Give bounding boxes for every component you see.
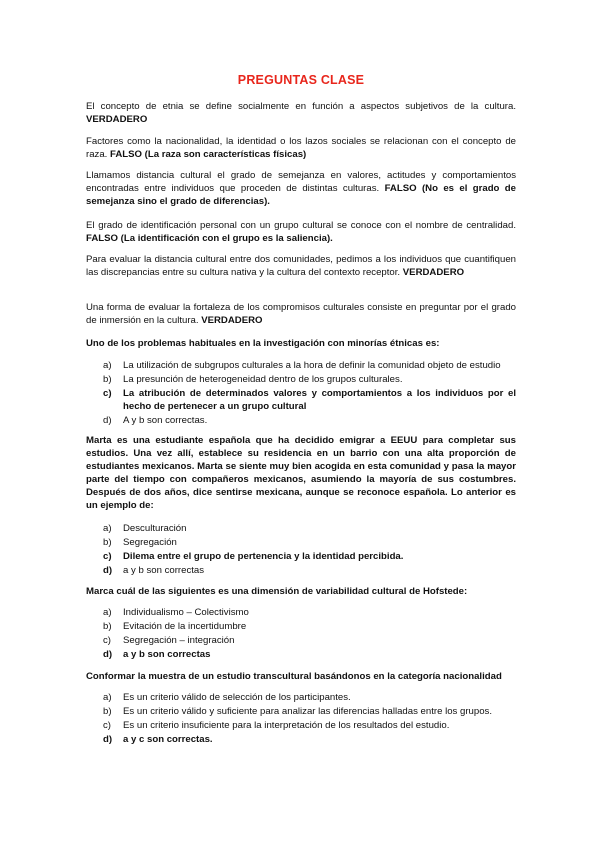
question-3: Marca cuál de las siguientes es una dimensión de variabilidad cultural de Hofstede: bbox=[86, 586, 468, 597]
statement-text: Una forma de evaluar la fortaleza de los compromisos culturales consiste en preguntar por el grado de inmersión en la cultura. bbox=[86, 302, 516, 326]
question-4-option-b bbox=[103, 705, 516, 718]
option-text: a y b son correctas bbox=[123, 649, 211, 660]
option-text: La utilización de subgrupos culturales a la hora de definir la comunidad objeto de estudio bbox=[123, 360, 501, 371]
option-text: Evitación de la incertidumbre bbox=[123, 621, 247, 632]
option-letter: c) bbox=[103, 720, 111, 731]
option-letter: d) bbox=[103, 734, 113, 745]
option-text: Individualismo – Colectivismo bbox=[123, 607, 249, 618]
question-2-option-b bbox=[103, 536, 516, 549]
page-title: PREGUNTAS CLASE bbox=[237, 73, 365, 87]
question-1-option-a bbox=[103, 359, 516, 372]
option-letter: b) bbox=[103, 706, 112, 717]
option-text: Desculturación bbox=[123, 523, 187, 534]
option-letter: b) bbox=[103, 621, 112, 632]
option-text: a y c son correctas. bbox=[123, 734, 213, 745]
statement-text: Para evaluar la distancia cultural entre dos comunidades, pedimos a los individuos que cuantifiquen las discrepancias entre su cultura nativa y la cultura del contexto receptor. bbox=[86, 254, 516, 278]
option-text: A y b son correctas. bbox=[123, 415, 208, 426]
question-1-option-b bbox=[103, 373, 516, 386]
question-3-option-b bbox=[103, 620, 516, 633]
statement-answer: FALSO (La raza son características físicas) bbox=[110, 149, 307, 160]
statement-text: El grado de identificación personal con un grupo cultural se conoce con el nombre de centralidad. bbox=[86, 220, 516, 231]
question-1-option-d bbox=[103, 414, 516, 427]
question-4-option-c bbox=[103, 719, 516, 732]
statement-6 bbox=[86, 301, 516, 327]
statement-answer: VERDADERO bbox=[201, 315, 263, 326]
option-letter: b) bbox=[103, 374, 112, 385]
option-text: Segregación – integración bbox=[123, 635, 235, 646]
option-text: Es un criterio insuficiente para la interpretación de los resultados del estudio. bbox=[123, 720, 450, 731]
option-text: Dilema entre el grupo de pertenencia y la identidad percibida. bbox=[123, 551, 404, 562]
question-2-option-a bbox=[103, 522, 516, 535]
question-3-option-c bbox=[103, 634, 516, 647]
question-1-option-c bbox=[103, 387, 516, 413]
statement-answer: FALSO (No es el grado de semejanza sino el grado de diferencias). bbox=[86, 183, 516, 207]
option-text: La atribución de determinados valores y comportamientos a los individuos por el hecho de pertenecer a un grupo cultural bbox=[123, 388, 516, 412]
option-letter: d) bbox=[103, 565, 113, 576]
question-4-option-d bbox=[103, 733, 516, 746]
question-3-option-d bbox=[103, 648, 516, 661]
question-4-option-a bbox=[103, 691, 516, 704]
statement-answer: VERDADERO bbox=[402, 267, 465, 278]
question-1: Uno de los problemas habituales en la investigación con minorías étnicas es: bbox=[86, 338, 440, 349]
statement-answer: FALSO (La identificación con el grupo es la saliencia). bbox=[86, 233, 333, 244]
question-2-option-d bbox=[103, 564, 516, 577]
option-text: Es un criterio válido y suficiente para analizar las diferencias halladas entre los grupos. bbox=[123, 706, 493, 717]
option-letter: a) bbox=[103, 523, 112, 534]
option-letter: a) bbox=[103, 692, 112, 703]
option-letter: a) bbox=[103, 360, 112, 371]
statement-text: Llamamos distancia cultural el grado de semejanza en valores, actitudes y comportamientos encontradas entre individuos que proceden de distintas culturas. bbox=[86, 170, 516, 194]
question-3-option-a bbox=[103, 606, 516, 619]
option-letter: b) bbox=[103, 537, 112, 548]
option-letter: c) bbox=[103, 551, 112, 562]
option-text: La presunción de heterogeneidad dentro de los grupos culturales. bbox=[123, 374, 403, 385]
option-text: Es un criterio válido de selección de los participantes. bbox=[123, 692, 351, 703]
statement-1 bbox=[86, 100, 516, 126]
question-4: Conformar la muestra de un estudio transcultural basándonos en la categoría nacionalidad bbox=[86, 671, 502, 682]
option-text: a y b son correctas bbox=[123, 565, 205, 576]
statement-4 bbox=[86, 219, 516, 245]
statement-3 bbox=[86, 169, 516, 208]
option-letter: a) bbox=[103, 607, 112, 618]
option-letter: d) bbox=[103, 649, 113, 660]
question-2-option-c bbox=[103, 550, 516, 563]
option-letter: d) bbox=[103, 415, 112, 426]
statement-5 bbox=[86, 253, 516, 279]
option-letter: c) bbox=[103, 388, 112, 399]
option-letter: c) bbox=[103, 635, 111, 646]
statement-2 bbox=[86, 135, 516, 161]
statement-text: Factores como la nacionalidad, la identidad o los lazos sociales se relacionan con el concepto de raza. bbox=[86, 136, 516, 160]
question-2: Marta es una estudiante española que ha decidido emigrar a EEUU para completar sus estudios. Una vez allí, establece su residencia en un barrio con una alta proporción de estudiantes mexicanos. Marta se siente muy bien acogida en esta comunidad y pasa la mayor parte del tiempo con compañeros mexicanos, asumiendo la mayoría de sus costumbres. Después de dos años, dice sentirse mexicana, aunque se reconoce española. Lo anterior es un ejemplo de: bbox=[86, 435, 516, 511]
statement-text: El concepto de etnia se define socialmente en función a aspectos subjetivos de la cultura. bbox=[86, 101, 516, 112]
option-text: Segregación bbox=[123, 537, 177, 548]
statement-answer: VERDADERO bbox=[86, 114, 148, 125]
